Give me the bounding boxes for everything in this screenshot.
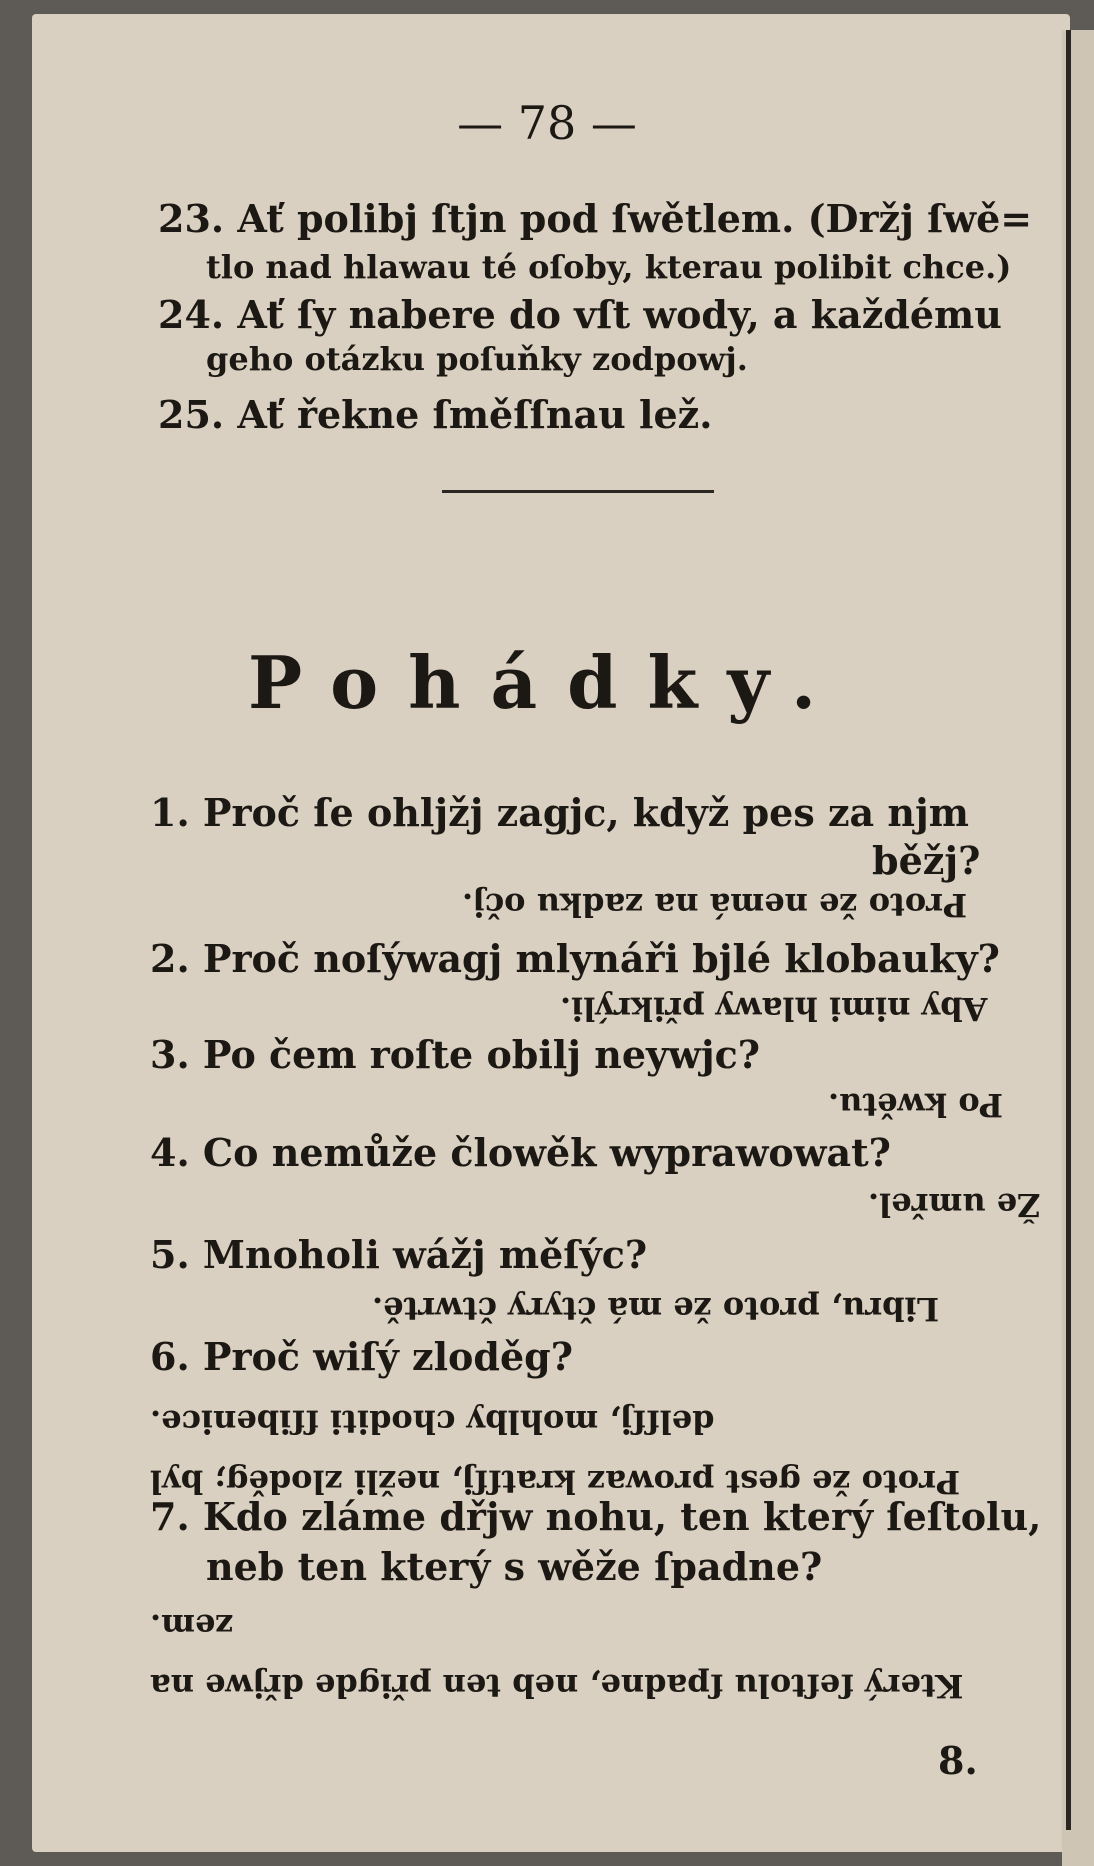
riddle-1-question-cont: běžj?	[872, 838, 981, 883]
riddle-7-answer: Který ſeſtolu ſpadne, neb ten přigde dřjwe na zem.	[150, 1607, 964, 1705]
riddle-3-answer: Po kwětu.	[828, 1086, 1003, 1124]
riddle-2-answer: Aby nimi hlawy přikrýli.	[560, 990, 988, 1028]
section-heading: Pohádky.	[247, 640, 847, 725]
riddle-6-answer: Proto že gest prowaz kratſſj, nežli zloděg; byl delſſj, mohlby choditi ſſibenice.	[150, 1403, 961, 1501]
riddle-2-question: 2. Proč noſýwagj mlynáři bjlé klobauky?	[150, 936, 1000, 981]
riddle-5-answer: Libru, proto že má čtyry čtwrtě.	[372, 1290, 940, 1328]
page-number: — 78 —	[457, 96, 637, 150]
riddle-4-question: 4. Co nemůže člowěk wyprawowat?	[150, 1130, 891, 1175]
riddle-3-question: 3. Po čem roſte obilj neywjc?	[150, 1032, 760, 1077]
game-24-line1: 24. Ať ſy nabere do vſt wody, a každému	[158, 292, 1002, 337]
riddle-7-question: 7. Kdo zláme dřjw nohu, ten který ſeſtolu,	[150, 1494, 1042, 1539]
riddle-6-question: 6. Proč wiſý zloděg?	[150, 1334, 573, 1379]
riddle-4-answer: Že umřel.	[868, 1186, 1041, 1224]
section-divider	[442, 490, 714, 493]
binding-edge	[1066, 30, 1071, 1830]
next-item-number: 8.	[938, 1738, 978, 1783]
game-23-line1: 23. Ať polibj ſtjn pod ſwětlem. (Držj ſwě=	[158, 196, 1033, 241]
riddle-5-question: 5. Mnoholi wážj měſýc?	[150, 1232, 648, 1277]
riddle-7-question-cont: neb ten který s wěže ſpadne?	[206, 1544, 823, 1589]
game-24-line2: geho otázku poſuňky zodpowj.	[206, 340, 748, 378]
riddle-1-answer: Proto že nemá na zadku očj.	[462, 886, 968, 924]
game-23-line2: tlo nad hlawau té oſoby, kterau polibit chce.)	[206, 248, 1012, 286]
game-25-line1: 25. Ať řekne ſměſſnau lež.	[158, 392, 713, 437]
riddle-1-question: 1. Proč ſe ohljžj zagjc, když pes za njm	[150, 790, 969, 835]
